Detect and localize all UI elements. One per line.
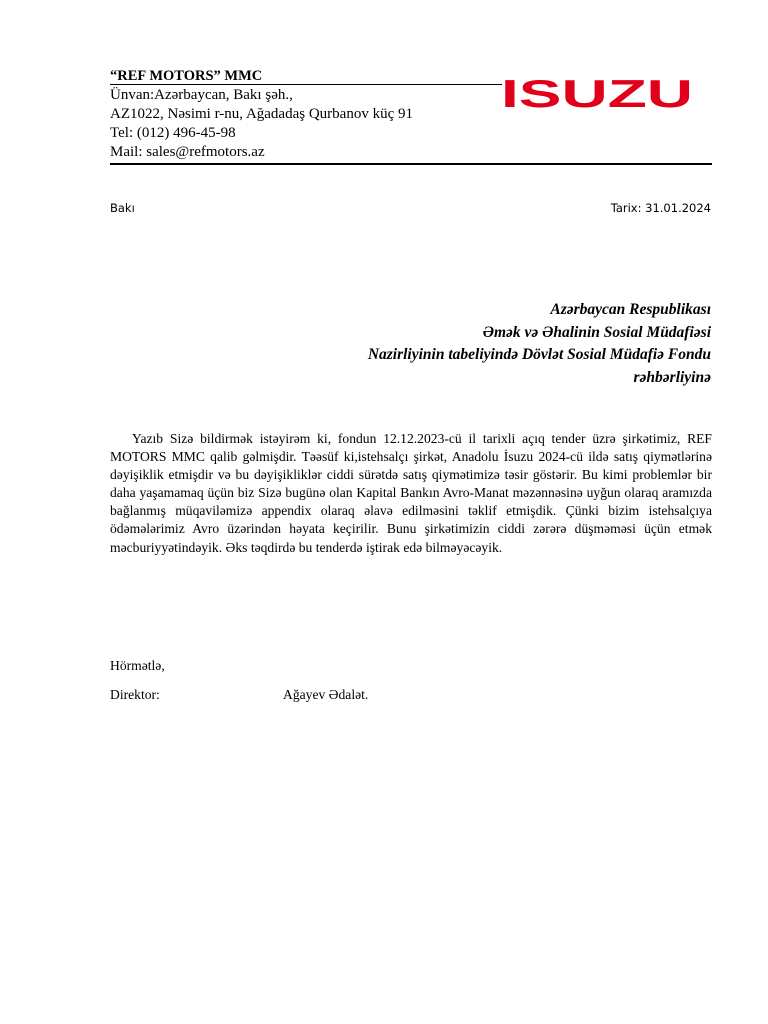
logo-text: ISUZU [501,76,693,110]
letter-body: Yazıb Sizə bildirmək istəyirəm ki, fondun 12.12.2023-cü il tarixli açıq tender üzrə şirkətimiz, REF MOTORS MMC qalib gəlmişdir. Təəsüf ki,istehsalçı şirkət, Anadolu İsuzu 2024-cü ildə satış qiymətlərinə dəyişiklik etmişdir və bu dəyişikliklər ciddi sürətdə satış qiymətimizə təsir göstərir. Bu kimi problemlər bir daha yaşamamaq üçün biz Sizə bugünə olan Kapital Bankın Avro-Manat məzənnəsinə uyğun olaraq aramızda bağlanmış müqaviləmizə appendix olaraq əlavə edilməsini təklif etmişdik. Çünki bizim istehsalçıya ödəmələrimiz Avro üzərindən həyata keçirilir. Bunu şirkətimizin ciddi zərərə düşməməsi üçün etmək məcburiyyətindəyik. Əks təqdirdə bu tenderdə iştirak edə bilməyəcəyik. [110,431,712,555]
address-line: Ünvan:Azərbaycan, Bakı şəh., [110,87,293,103]
address-line: AZ1022, Nəsimi r-nu, Ağadadaş Qurbanov küç 91 [110,106,413,122]
email-line: Mail: sales@refmotors.az [110,144,265,160]
addressee-line: Azərbaycan Respublikası [550,301,711,318]
company-name: “REF MOTORS” MMC [110,68,263,84]
city: Bakı [110,201,135,215]
addressee-line: Əmək və Əhalinin Sosial Müdafiəsi [482,323,711,341]
phone-line: Tel: (012) 496-45-98 [110,125,236,141]
header-divider-thick [110,163,712,165]
header-divider-thin [110,84,502,85]
isuzu-logo [500,76,694,110]
closing-greeting: Hörmətlə, [110,658,165,673]
letter-date: Tarix: 31.01.2024 [610,201,711,215]
signer-name: Ağayev Ədalət. [283,687,369,702]
signer-title: Direktor: [110,687,160,702]
addressee-line: Nazirliyinin tabeliyində Dövlət Sosial Müdafiə Fondu [367,346,711,363]
addressee-line: rəhbərliyinə [633,368,711,386]
addressee-block [231,299,711,389]
